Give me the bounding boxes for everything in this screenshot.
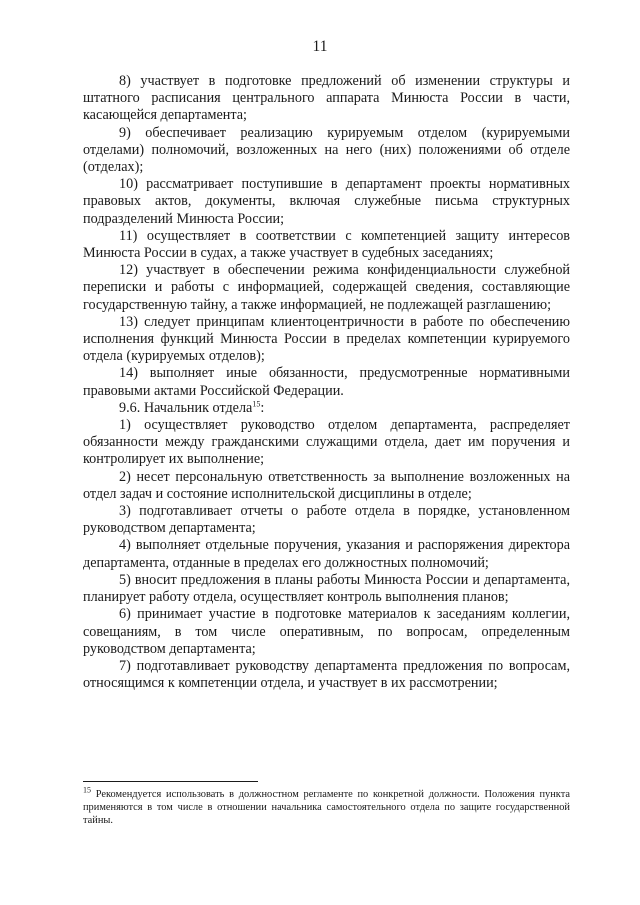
section-item-7: 7) подготавливает руководству департамента предложения по вопросам, относящимся к компетенции отдела, и участвует в их рассмотрении;: [83, 657, 570, 692]
footnote-divider: [83, 781, 258, 782]
section-item-6: 6) принимает участие в подготовке материалов к заседаниям коллегии, совещаниям, в том числе оперативным, по вопросам, определенным руководством департамента;: [83, 606, 570, 657]
document-body: [83, 73, 570, 692]
footnote-text: Рекомендуется использовать в должностном регламенте по конкретной должности. Положения пункта применяются в том числе в отношении начальника самостоятельного отдела по защите государственной тайны.: [83, 789, 570, 827]
section-item-1: 1) осуществляет руководство отделом департамента, распределяет обязанности между гражданскими служащими отдела, дает им поручения и контролирует их выполнение;: [83, 417, 570, 468]
paragraph-item-12: 12) участвует в обеспечении режима конфиденциальности служебной переписки и работы с информацией, содержащей сведения, составляющие государственную тайну, а также информацией, не подлежащей разглашению;: [83, 262, 570, 313]
section-heading: [83, 400, 570, 417]
paragraph-item-9: 9) обеспечивает реализацию курируемым отделом (курируемыми отделами) полномочий, возложенных на него (них) положениями об отделе (отделах);: [83, 124, 570, 176]
paragraph-item-11: 11) осуществляет в соответствии с компетенцией защиту интересов Минюста России в судах, а также участвует в судебных заседаниях;: [83, 227, 570, 262]
paragraph-item-10: 10) рассматривает поступившие в департамент проекты нормативных правовых актов, документы, включая служебные письма структурных подразделений Минюста России;: [83, 176, 570, 227]
footnote-number: 15: [83, 785, 91, 795]
footnote-reference[interactable]: 15: [252, 399, 261, 409]
section-item-2: 2) несет персональную ответственность за выполнение возложенных на отдел задач и состояние исполнительской дисциплины в отделе;: [83, 468, 570, 502]
section-item-4: 4) выполняет отдельные поручения, указания и распоряжения директора департамента, отданные в пределах его должностных полномочий;: [83, 537, 570, 571]
page-number: 11: [312, 38, 328, 55]
paragraph-item-13: 13) следует принципам клиентоцентричности в работе по обеспечению исполнения функций Минюста России в пределах компетенции курируемого отдела (курируемых отделов);: [83, 313, 570, 365]
section-heading-suffix: :: [260, 399, 265, 416]
paragraph-item-8: 8) участвует в подготовке предложений об изменении структуры и штатного расписания центрального аппарата Минюста России в части, касающейся департамента;: [83, 73, 570, 124]
footnote: [83, 785, 570, 828]
section-item-5: 5) вносит предложения в планы работы Минюста России и департамента, планирует работу отдела, осуществляет контроль выполнения планов;: [83, 571, 570, 606]
section-heading-text: 9.6. Начальник отдела: [119, 399, 253, 416]
paragraph-item-14: 14) выполняет иные обязанности, предусмотренные нормативными правовыми актами Российской Федерации.: [83, 365, 570, 399]
section-item-3: 3) подготавливает отчеты о работе отдела в порядке, установленном руководством департамента;: [83, 503, 570, 537]
